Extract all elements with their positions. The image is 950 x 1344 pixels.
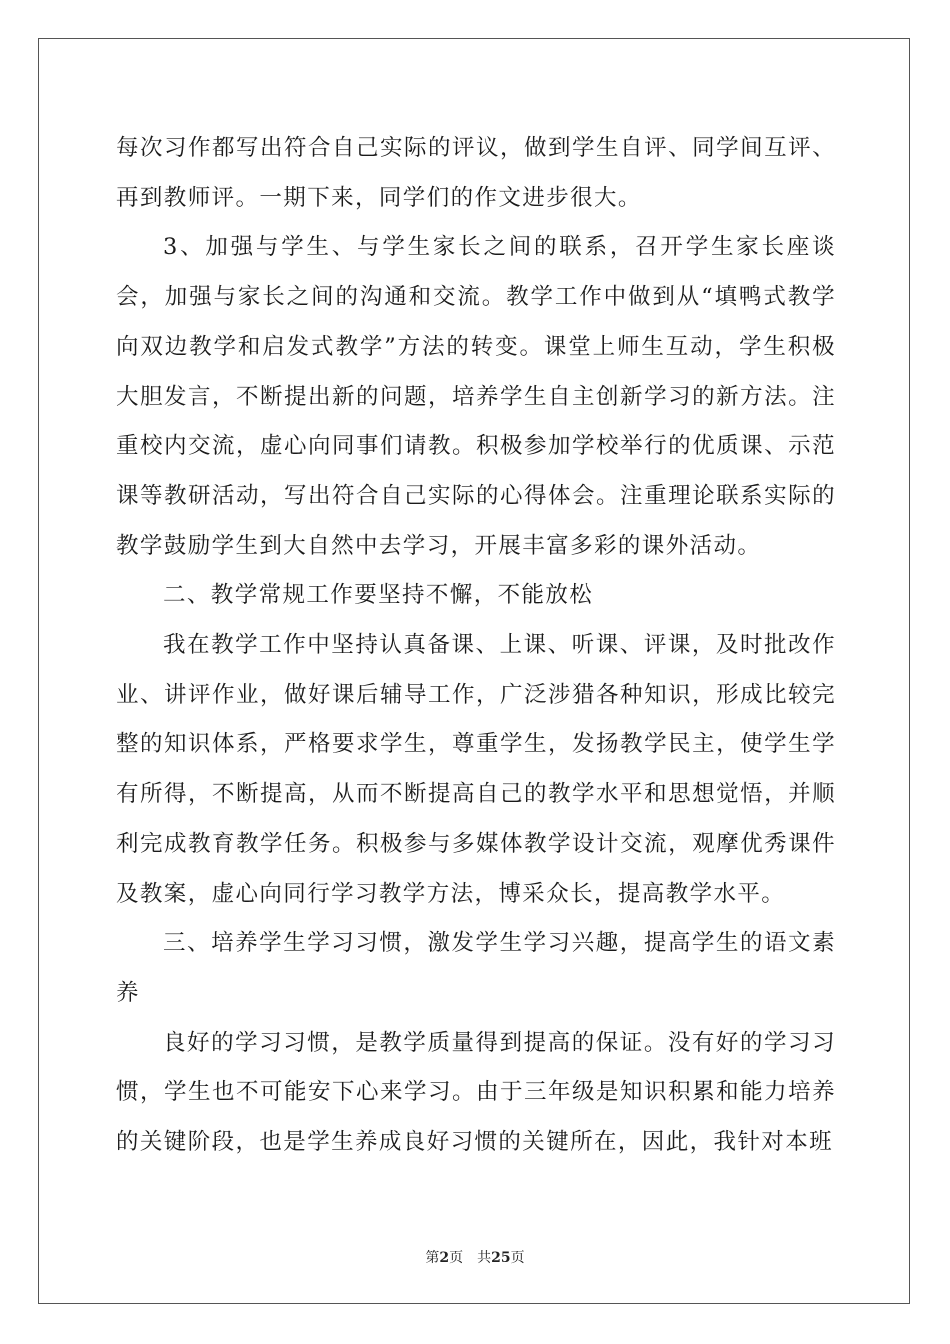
total-pages: 25: [491, 1250, 511, 1266]
paragraph-4: 良好的学习习惯，是教学质量得到提高的保证。没有好的学习习惯，学生也不可能安下心来学习。由于三年级是知识积累和能力培养的关键阶段，也是学生养成良好习惯的关键所在，因此，我针对本班: [116, 1029, 836, 1156]
page-footer: [0, 1247, 950, 1267]
total-unit: 页: [510, 1250, 525, 1266]
total-prefix: 共: [477, 1250, 492, 1266]
page-prefix: 第: [425, 1250, 440, 1266]
paragraph-1: 每次习作都写出符合自己实际的评议，做到学生自评、同学间互评、再到教师评。一期下来，同学们的作文进步很大。: [116, 135, 836, 211]
paragraph-3: 我在教学工作中坚持认真备课、上课、听课、评课，及时批改作业、讲评作业，做好课后辅导工作，广泛涉猎各种知识，形成比较完整的知识体系，严格要求学生，尊重学生，发扬教学民主，使学生学有所得，不断提高，从而不断提高自己的教学水平和思想觉悟，并顺利完成教育教学任务。积极参与多媒体教学设计交流，观摩优秀课件及教案，虚心向同行学习教学方法，博采众长，提高教学水平。: [116, 632, 836, 907]
paragraph-2: 3、加强与学生、与学生家长之间的联系，召开学生家长座谈会，加强与家长之间的沟通和交流。教学工作中做到从“填鸭式教学向双边教学和启发式教学”方法的转变。课堂上师生互动，学生积极大胆发言，不断提出新的问题，培养学生自主创新学习的新方法。注重校内交流，虚心向同事们请教。积极参加学校举行的优质课、示范课等教研活动，写出符合自己实际的心得体会。注重理论联系实际的教学鼓励学生到大自然中去学习，开展丰富多彩的课外活动。: [116, 234, 836, 559]
document-body: [116, 124, 836, 1168]
section-heading-3: 三、培养学生学习习惯，激发学生学习兴趣，提高学生的语文素养: [116, 930, 836, 1006]
section-heading-2: 二、教学常规工作要坚持不懈，不能放松: [163, 582, 594, 609]
page-number: 2: [439, 1250, 450, 1266]
page-unit: 页: [449, 1250, 464, 1266]
